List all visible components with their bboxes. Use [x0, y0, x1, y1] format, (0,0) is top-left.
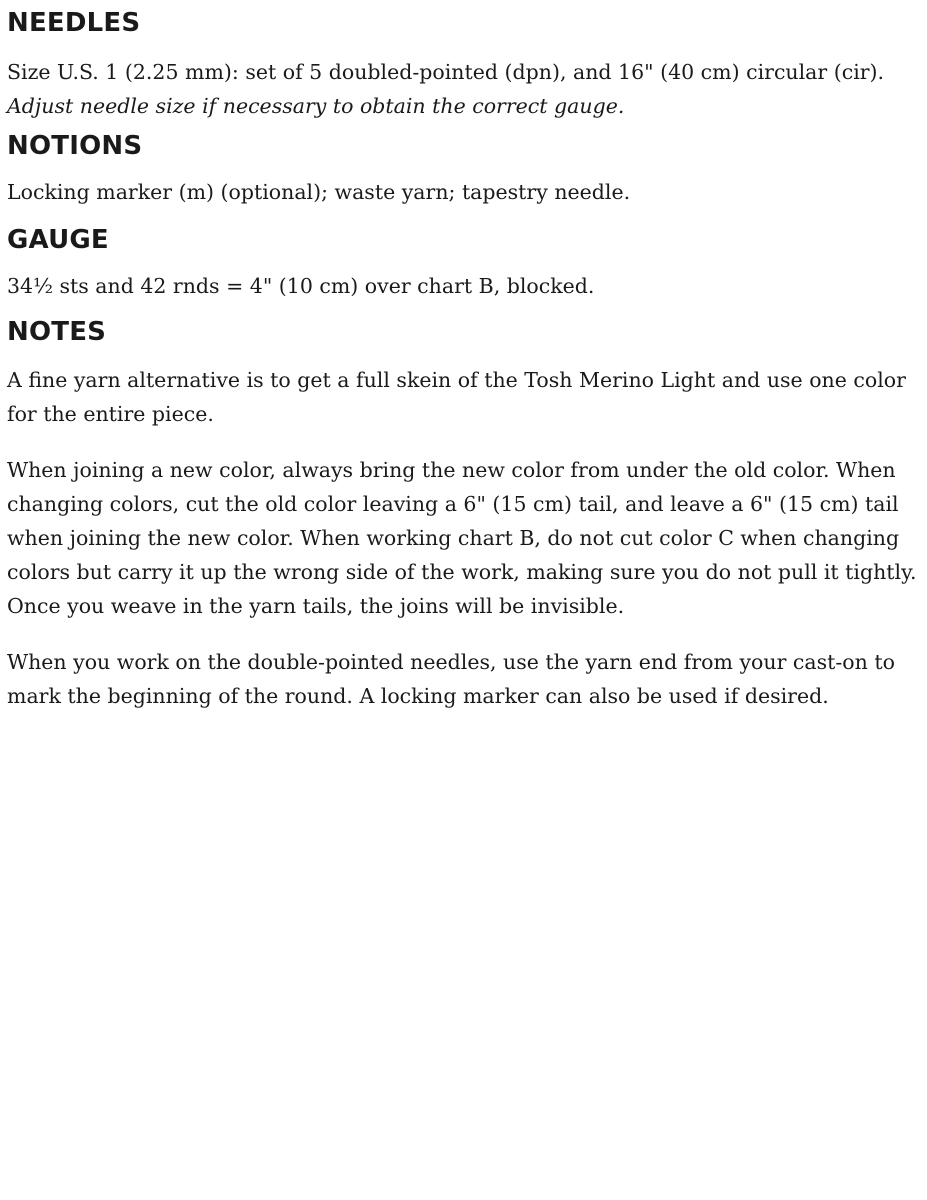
- needles-heading: NEEDLES: [7, 8, 141, 38]
- notions-text: Locking marker (m) (optional); waste yarn; tapestry needle.: [7, 180, 631, 204]
- notes-paragraph: When joining a new color, always bring the new color from under the old color. When changing colors, cut the old color leaving a 6" (15 cm) tail, and leave a 6" (15 cm) tail when joining the new color. When working chart B, do not cut color C when changing colors but carry it up the wrong side of the work, making sure you do not pull it tightly. Once you weave in the yarn tails, the joins will be invisible.: [7, 458, 917, 618]
- notes-heading: NOTES: [7, 317, 107, 347]
- gauge-text: 34½ sts and 42 rnds = 4" (10 cm) over chart B, blocked.: [7, 274, 595, 298]
- notions-heading: NOTIONS: [7, 131, 143, 161]
- needles-size-text: Size U.S. 1 (2.25 mm): set of 5 doubled-pointed (dpn), and 16" (40 cm) circular (cir).: [7, 60, 885, 84]
- notes-paragraph: When you work on the double-pointed needles, use the yarn end from your cast-on to mark the beginning of the round. A locking marker can also be used if desired.: [7, 650, 895, 708]
- needles-gauge-note: Adjust needle size if necessary to obtain the correct gauge.: [7, 94, 625, 118]
- document-page: [7, 0, 921, 713]
- gauge-heading: GAUGE: [7, 225, 109, 255]
- notes-paragraph: A fine yarn alternative is to get a full skein of the Tosh Merino Light and use one color for the entire piece.: [7, 368, 906, 426]
